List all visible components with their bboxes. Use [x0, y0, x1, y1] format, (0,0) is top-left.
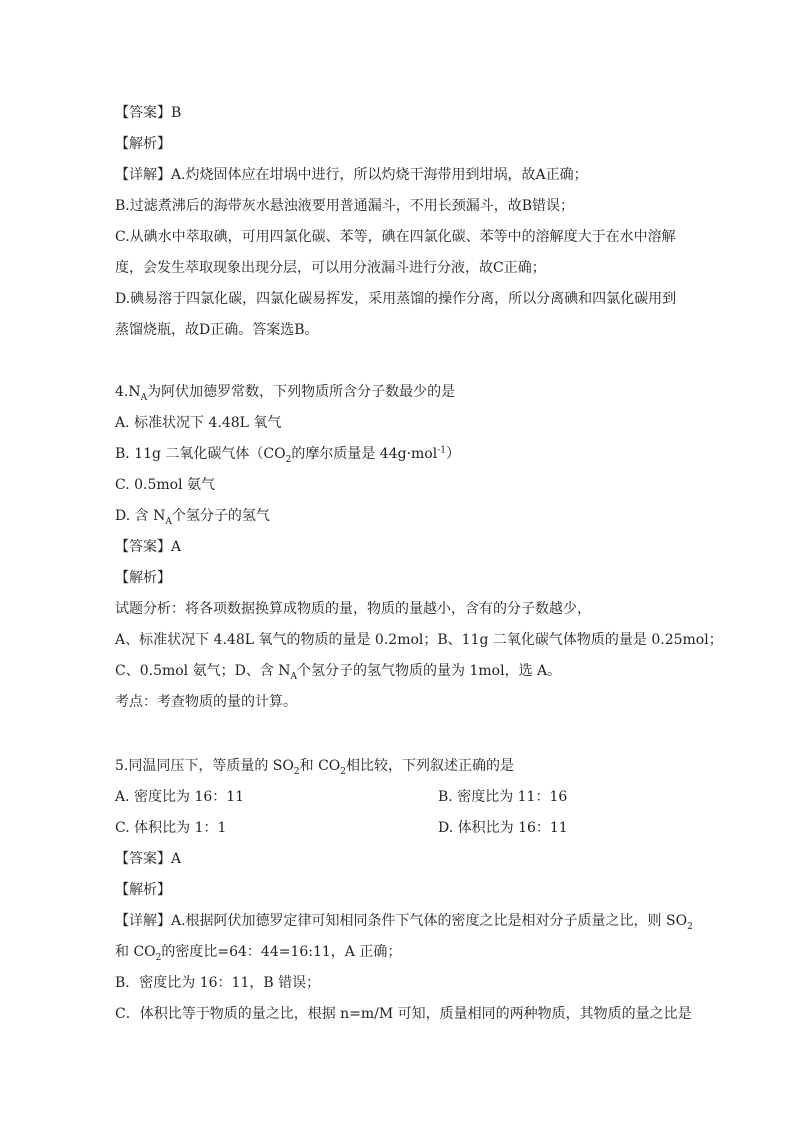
- explanation-line: 试题分析：将各项数据换算成物质的量，物质的量越小，含有的分子数越少，: [115, 601, 591, 617]
- text: 和 CO: [299, 758, 341, 774]
- detail-line: [115, 912, 693, 930]
- text: D. 含 N: [115, 508, 166, 524]
- question-4-stem: [115, 383, 455, 401]
- detail-line: C.从碘水中萃取碘，可用四氯化碳、苯等，碘在四氯化碳、苯等中的溶解度大于在水中溶解: [115, 229, 676, 245]
- subscript: 2: [293, 766, 300, 777]
- option-a: A. 标准状况下 4.48L 氧气: [115, 415, 282, 431]
- test-point: 考点：考查物质的量的计算。: [115, 694, 297, 710]
- subscript: 2: [340, 766, 346, 777]
- detail-line: B.过滤煮沸后的海带灰水悬浊液要用普通漏斗，不用长颈漏斗，故B错误；: [115, 198, 575, 214]
- option-c: C. 0.5mol 氨气: [115, 477, 216, 493]
- superscript: -1: [437, 445, 446, 456]
- detail-line: D.碘易溶于四氯化碳，四氯化碳易挥发，采用蒸馏的操作分离，所以分离碘和四氯化碳用到: [115, 291, 677, 307]
- analysis-heading: 【解析】: [115, 570, 171, 586]
- detail-line: [115, 943, 401, 961]
- text: 相比较，下列叙述正确的是: [346, 758, 514, 774]
- question-5-stem: [115, 757, 514, 775]
- option-b: B. 密度比为 11：16: [438, 789, 568, 805]
- option-c: C. 体积比为 1：1: [115, 820, 227, 836]
- text: B. 11g 二氧化碳气体（CO: [115, 446, 286, 462]
- text: 个氢分子的氢气物质的量为 1mol，选 A。: [297, 663, 562, 679]
- text: 【详解】A.根据阿伏加德罗定律可知相同条件下气体的密度之比是相对分子质量之比，则 SO: [115, 913, 688, 929]
- subscript: 2: [687, 921, 693, 932]
- option-d: D. 体积比为 16：11: [438, 820, 568, 836]
- explanation-line: [115, 662, 561, 680]
- subscript: A: [140, 392, 148, 403]
- detail-line: 度，会发生萃取现象出现分层，可以用分液漏斗进行分液，故C正确；: [115, 260, 546, 276]
- subscript: 2: [155, 952, 162, 963]
- subscript: A: [290, 671, 298, 682]
- option-a: A. 密度比为 16：11: [115, 789, 245, 805]
- option-b: [115, 445, 460, 463]
- explanation-line: A、标准状况下 4.48L 氧气的物质的量是 0.2mol；B、11g 二氧化碳气体物质的量是 0.25mol；: [115, 632, 723, 648]
- text: 5.同温同压下，等质量的 SO: [115, 758, 294, 774]
- text: 和 CO: [115, 944, 156, 960]
- answer-line: 【答案】B: [115, 105, 182, 121]
- text: 个氢分子的氢气: [171, 508, 270, 524]
- detail-line: 【详解】A.灼烧固体应在坩埚中进行，所以灼烧干海带用到坩埚，故A正确；: [115, 167, 588, 183]
- answer-line: 【答案】A: [115, 539, 182, 555]
- text: 4.N: [115, 384, 141, 400]
- answer-line: 【答案】A: [115, 851, 182, 867]
- detail-line: B．密度比为 16：11，B 错误；: [115, 975, 321, 991]
- text: 的摩尔质量是 44g·mol: [291, 446, 438, 462]
- text: 的密度比=64：44=16:11，A 正确；: [161, 944, 402, 960]
- analysis-heading: 【解析】: [115, 882, 171, 898]
- detail-line: C．体积比等于物质的量之比，根据 n=m/M 可知，质量相同的两种物质，其物质的量之比是: [115, 1006, 692, 1022]
- subscript: A: [165, 516, 172, 527]
- detail-line: 蒸馏烧瓶，故D正确。答案选B。: [115, 322, 319, 338]
- subscript: 2: [285, 454, 292, 465]
- text: 为阿伏加德罗常数，下列物质所含分子数最少的是: [147, 384, 456, 400]
- text: ）: [445, 446, 460, 462]
- option-d: [115, 507, 270, 525]
- text: C、0.5mol 氨气；D、含 N: [115, 663, 291, 679]
- analysis-heading: 【解析】: [115, 136, 171, 152]
